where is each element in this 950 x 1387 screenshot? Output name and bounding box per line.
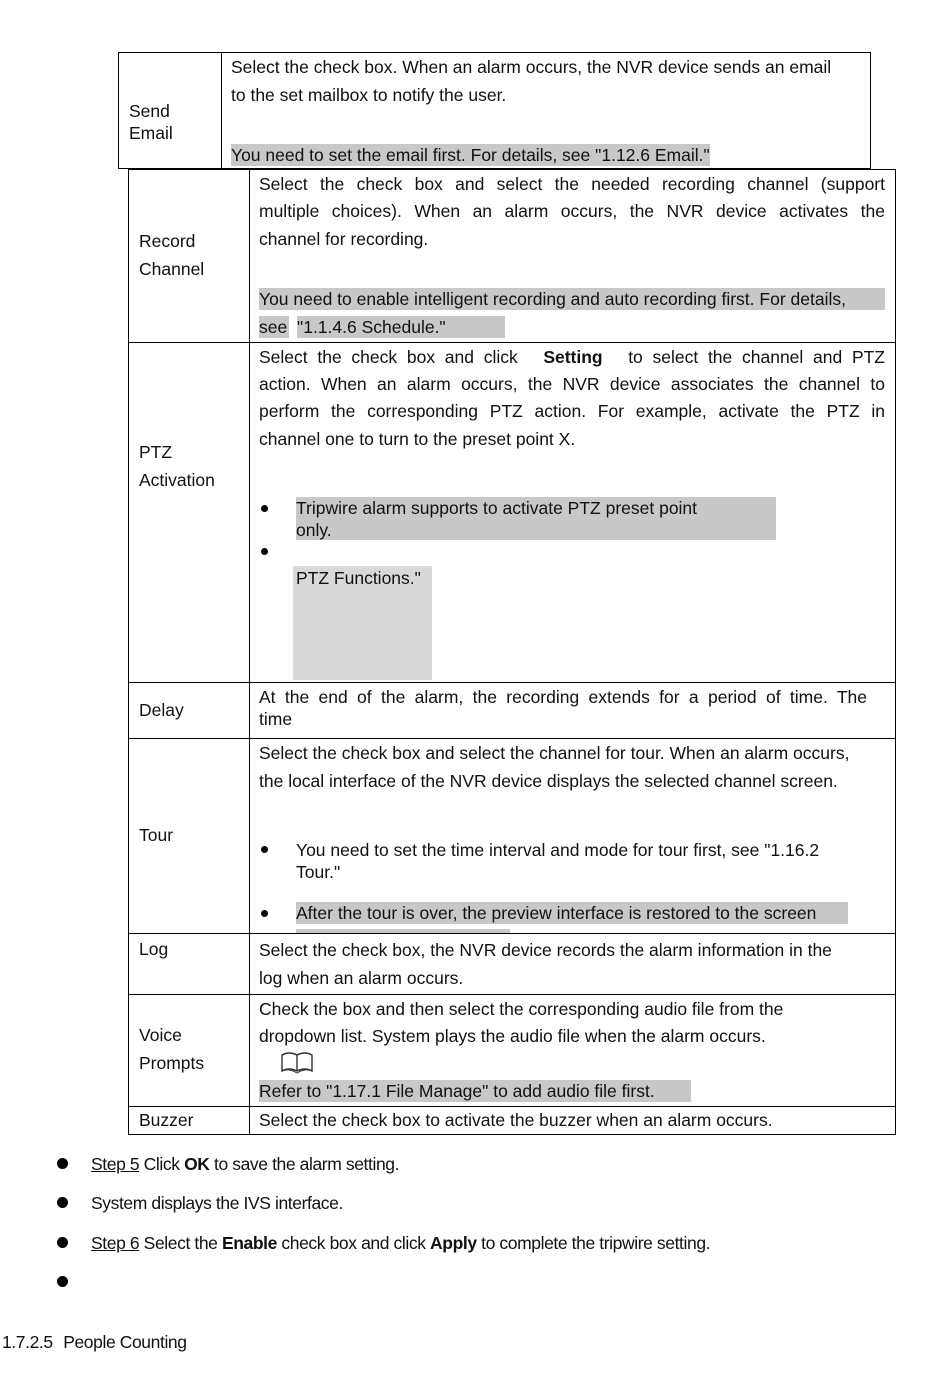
- log-label: Log: [139, 939, 169, 959]
- step-6-text-c: check box and click: [281, 1233, 426, 1253]
- setting-keyword: Setting: [543, 347, 603, 367]
- ptz-desc-part-a: Select the check box and click: [259, 347, 518, 367]
- ptz-activation-label-2: Activation: [139, 470, 215, 490]
- bullet-icon: [261, 505, 268, 512]
- tour-label: Tour: [139, 825, 174, 845]
- voice-prompts-desc: Check the box and then select the corresponding audio file from the: [259, 999, 784, 1019]
- list-bullet-icon: [57, 1197, 68, 1208]
- bullet-icon: [261, 846, 268, 853]
- delay-desc-2: time: [259, 709, 293, 729]
- note-book-icon: [280, 1051, 314, 1075]
- step-6-line: [91, 1232, 710, 1254]
- delay-label: Delay: [139, 700, 184, 720]
- send-email-label-2: Email: [129, 123, 173, 143]
- record-channel-desc-2: multiple choices). When an alarm occurs, the NVR device activates the: [259, 201, 885, 221]
- list-bullet-icon: [57, 1158, 68, 1169]
- tour-bullet-2: After the tour is over, the preview interface is restored to the screen: [296, 902, 848, 924]
- bullet-icon: [261, 910, 268, 917]
- tour-desc-2: the local interface of the NVR device displays the selected channel screen.: [259, 771, 838, 791]
- record-channel-note: You need to enable intelligent recording and auto recording first. For details,: [259, 288, 885, 310]
- voice-prompts-label: Voice: [139, 1025, 182, 1045]
- voice-prompts-note: Refer to "1.17.1 File Manage" to add audio file first.: [259, 1080, 691, 1102]
- record-channel-label: Record: [139, 231, 196, 251]
- ptz-desc-part-c: to select the channel and PTZ: [628, 347, 885, 367]
- step-6-text-a: Select the: [143, 1233, 218, 1253]
- step-5-text-c: to save the alarm setting.: [213, 1154, 400, 1174]
- tour-bullet-1-cont: Tour.": [296, 862, 341, 882]
- voice-prompts-desc-2: dropdown list. System plays the audio file when the alarm occurs.: [259, 1026, 766, 1046]
- voice-prompts-label-2: Prompts: [139, 1053, 205, 1073]
- log-desc: Select the check box, the NVR device records the alarm information in the: [259, 940, 832, 960]
- section-title: People Counting: [63, 1332, 187, 1352]
- list-bullet-icon: [57, 1276, 68, 1287]
- enable-keyword: Enable: [221, 1233, 277, 1253]
- record-channel-desc-3: channel for recording.: [259, 229, 429, 249]
- buzzer-desc: Select the check box to activate the buzzer when an alarm occurs.: [259, 1110, 773, 1130]
- ptz-activation-desc-3: perform the corresponding PTZ action. For example, activate the PTZ in: [259, 401, 885, 421]
- log-desc-2: log when an alarm occurs.: [259, 968, 464, 988]
- tour-bullet-1: You need to set the time interval and mode for tour first, see "1.16.2: [296, 840, 820, 860]
- ptz-activation-desc-4: channel one to turn to the preset point X.: [259, 429, 576, 449]
- step-5-label: Step 5: [91, 1154, 140, 1174]
- ptz-bullet-1-cont: only.: [296, 519, 776, 540]
- send-email-desc-2: to the set mailbox to notify the user.: [231, 85, 507, 105]
- ptz-activation-label-cell: [128, 342, 250, 683]
- list-bullet-icon: [57, 1237, 68, 1248]
- ptz-activation-desc: [259, 346, 885, 368]
- record-channel-note-link: "1.1.4.6 Schedule.": [297, 316, 505, 338]
- ptz-bullet-2: PTZ Functions.": [296, 568, 421, 588]
- buzzer-label: Buzzer: [139, 1110, 194, 1130]
- ptz-activation-label: PTZ: [139, 442, 173, 462]
- record-channel-note-see: see: [259, 317, 288, 337]
- tour-desc: Select the check box and select the channel for tour. When an alarm occurs,: [259, 743, 850, 763]
- bullet-icon: [261, 548, 268, 555]
- step-6-label: Step 6: [91, 1233, 140, 1253]
- record-channel-label-2: Channel: [139, 259, 205, 279]
- ok-keyword: OK: [184, 1154, 210, 1174]
- send-email-desc: Select the check box. When an alarm occurs, the NVR device sends an email: [231, 57, 832, 77]
- apply-keyword: Apply: [430, 1233, 477, 1253]
- send-email-label: Send: [129, 101, 170, 121]
- record-channel-desc: Select the check box and select the needed recording channel (support: [259, 174, 885, 194]
- section-heading: [2, 1331, 187, 1353]
- step-5-line: [91, 1153, 399, 1175]
- delay-desc: At the end of the alarm, the recording extends for a period of time. The: [259, 687, 867, 707]
- ptz-activation-desc-2: action. When an alarm occurs, the NVR device associates the channel to: [259, 374, 885, 394]
- ptz-bullet-1: Tripwire alarm supports to activate PTZ preset point: [296, 497, 776, 519]
- step-6-text-e: to complete the tripwire setting.: [481, 1233, 711, 1253]
- section-number: 1.7.2.5: [2, 1332, 53, 1352]
- system-line: System displays the IVS interface.: [91, 1193, 343, 1213]
- send-email-note: You need to set the email first. For details, see "1.12.6 Email.": [231, 145, 710, 165]
- step-5-text-a: Click: [143, 1154, 180, 1174]
